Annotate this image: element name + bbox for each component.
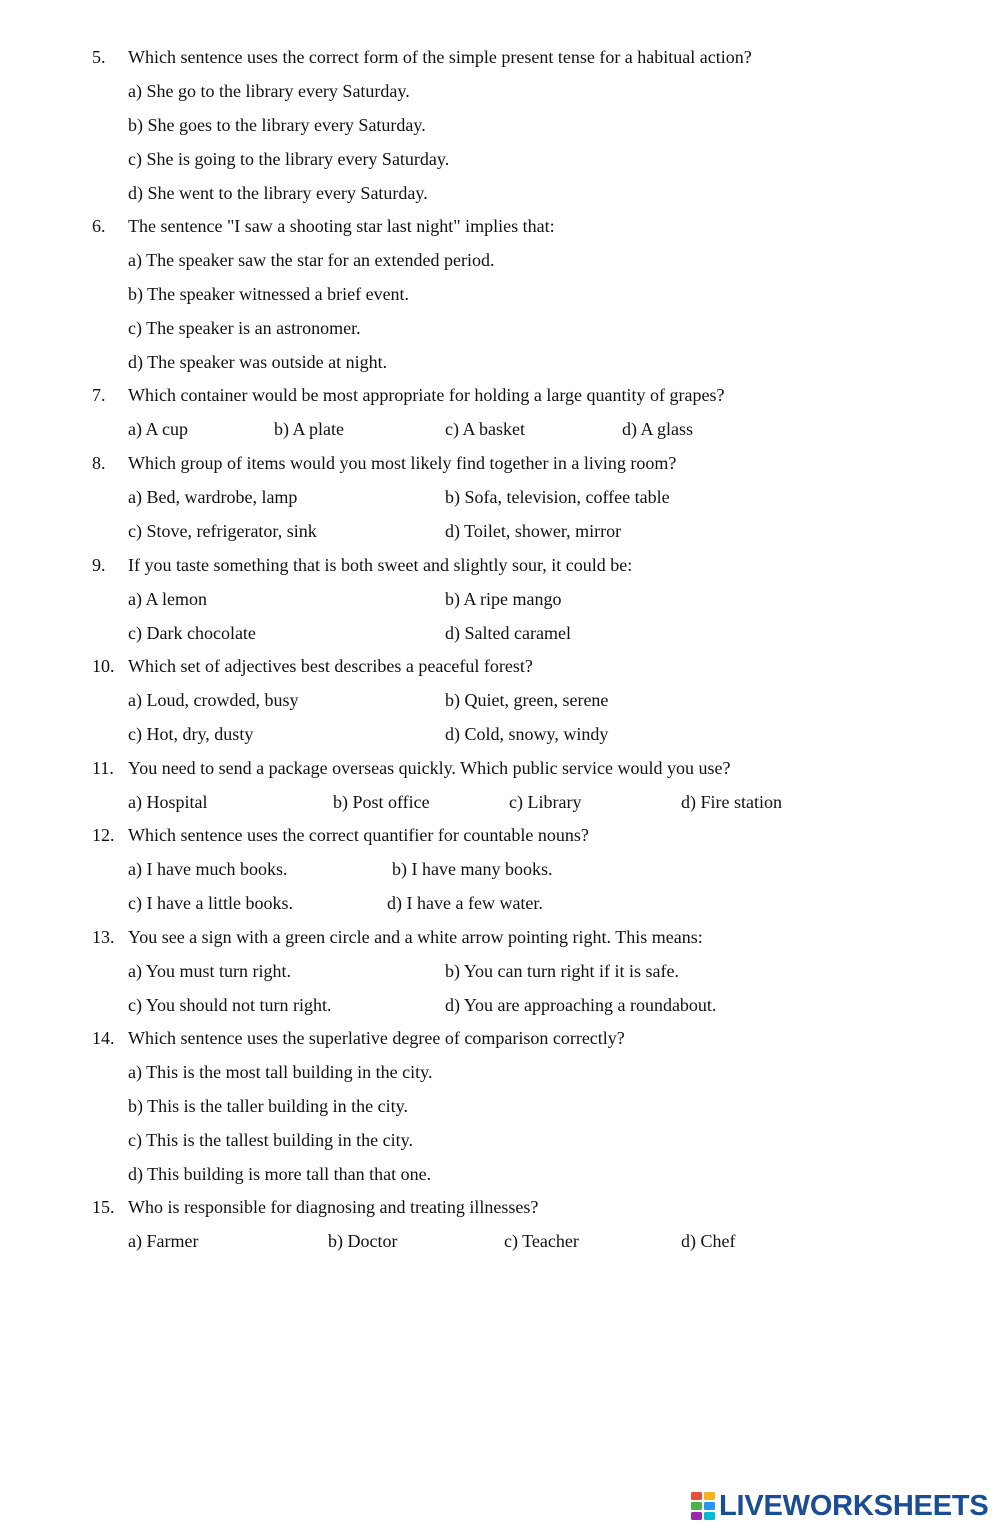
question-number: 7. xyxy=(92,385,106,405)
answer-option: c) Teacher xyxy=(504,1231,579,1251)
question-number: 15. xyxy=(92,1197,115,1217)
answer-option: a) Loud, crowded, busy xyxy=(128,690,299,710)
answer-option: c) You should not turn right. xyxy=(128,995,332,1015)
question-number: 8. xyxy=(92,453,106,473)
answer-option: d) You are approaching a roundabout. xyxy=(445,995,717,1015)
question-text: Which sentence uses the correct form of the simple present tense for a habitual action? xyxy=(128,47,752,67)
answer-option: d) A glass xyxy=(622,419,694,439)
answer-option: d) Salted caramel xyxy=(445,623,571,643)
answer-option: b) Quiet, green, serene xyxy=(445,690,609,710)
answer-option: a) The speaker saw the star for an extended period. xyxy=(128,250,495,270)
question-text: Who is responsible for diagnosing and treating illnesses? xyxy=(128,1197,539,1217)
question-number: 5. xyxy=(92,47,106,67)
answer-option: a) Farmer xyxy=(128,1231,199,1251)
answer-option: c) Stove, refrigerator, sink xyxy=(128,521,317,541)
question-text: The sentence "I saw a shooting star last night" implies that: xyxy=(128,216,555,236)
question-number: 12. xyxy=(92,825,115,845)
question-text: Which set of adjectives best describes a peaceful forest? xyxy=(128,656,533,676)
liveworksheets-wordmark: LIVEWORKSHEETS xyxy=(719,1490,989,1522)
answer-option: d) She went to the library every Saturday. xyxy=(128,183,428,203)
question-number: 9. xyxy=(92,555,106,575)
question-text: Which sentence uses the superlative degree of comparison correctly? xyxy=(128,1028,625,1048)
answer-option: a) A lemon xyxy=(128,589,207,609)
answer-option: b) She goes to the library every Saturday. xyxy=(128,115,426,135)
question-number: 10. xyxy=(92,656,115,676)
answer-option: a) You must turn right. xyxy=(128,961,292,981)
answer-option: d) I have a few water. xyxy=(387,893,543,913)
answer-option: c) I have a little books. xyxy=(128,893,293,913)
answer-option: d) This building is more tall than that one. xyxy=(128,1164,432,1184)
answer-option: a) Bed, wardrobe, lamp xyxy=(128,487,298,507)
answer-option: d) Chef xyxy=(681,1231,736,1251)
answer-option: c) She is going to the library every Saturday. xyxy=(128,149,450,169)
question-number: 6. xyxy=(92,216,106,236)
answer-option: c) Library xyxy=(509,792,582,812)
answer-option: d) The speaker was outside at night. xyxy=(128,352,388,372)
answer-option: d) Fire station xyxy=(681,792,782,812)
question-text: If you taste something that is both sweet and slightly sour, it could be: xyxy=(128,555,633,575)
question-text: You see a sign with a green circle and a white arrow pointing right. This means: xyxy=(128,927,703,947)
answer-option: b) Post office xyxy=(333,792,430,812)
answer-option: c) The speaker is an astronomer. xyxy=(128,318,361,338)
answer-option: b) A plate xyxy=(274,419,344,439)
liveworksheets-logo xyxy=(690,1489,989,1523)
answer-option: b) Doctor xyxy=(328,1231,398,1251)
answer-option: d) Toilet, shower, mirror xyxy=(445,521,622,541)
answer-option: a) A cup xyxy=(128,419,188,439)
answer-option: b) A ripe mango xyxy=(445,589,562,609)
answer-option: a) Hospital xyxy=(128,792,208,812)
question-text: Which group of items would you most likely find together in a living room? xyxy=(128,453,677,473)
answer-option: a) She go to the library every Saturday. xyxy=(128,81,410,101)
answer-option: b) Sofa, television, coffee table xyxy=(445,487,670,507)
question-number: 13. xyxy=(92,927,115,947)
answer-option: d) Cold, snowy, windy xyxy=(445,724,609,744)
question-text: Which sentence uses the correct quantifier for countable nouns? xyxy=(128,825,589,845)
answer-option: c) This is the tallest building in the city. xyxy=(128,1130,413,1150)
question-number: 14. xyxy=(92,1028,115,1048)
question-text: You need to send a package overseas quickly. Which public service would you use? xyxy=(128,758,731,778)
answer-option: c) Hot, dry, dusty xyxy=(128,724,254,744)
answer-option: b) This is the taller building in the city. xyxy=(128,1096,408,1116)
answer-option: a) I have much books. xyxy=(128,859,288,879)
question-text: Which container would be most appropriate for holding a large quantity of grapes? xyxy=(128,385,725,405)
liveworksheets-logo-icon xyxy=(690,1491,716,1521)
answer-option: c) Dark chocolate xyxy=(128,623,256,643)
answer-option: b) I have many books. xyxy=(392,859,553,879)
answer-option: b) You can turn right if it is safe. xyxy=(445,961,679,981)
answer-option: a) This is the most tall building in the city. xyxy=(128,1062,433,1082)
question-number: 11. xyxy=(92,758,114,778)
answer-option: c) A basket xyxy=(445,419,525,439)
answer-option: b) The speaker witnessed a brief event. xyxy=(128,284,410,304)
